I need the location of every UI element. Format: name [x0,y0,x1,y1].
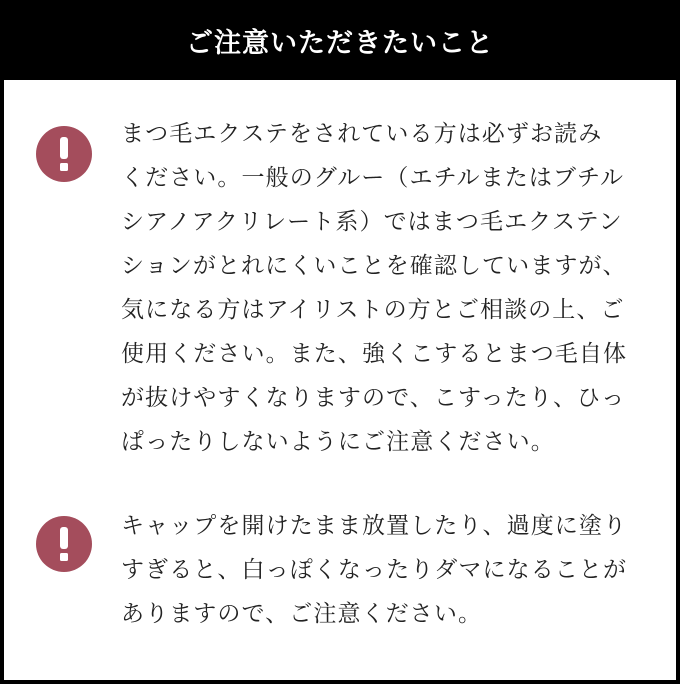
page-title: ご注意いただきたいこと [186,27,494,59]
exclamation-icon [36,516,92,572]
header-bar [0,0,680,80]
exclamation-icon [36,126,92,182]
notice-text: まつ毛エクステをされている方は必ずお読み ください。一般のグルー（エチルまたはブチル シアノアクリレート系）ではまつ毛エクステン ションがとれにくいことを確認していますが、 気になる方はアイリストの方とご相談の上、ご 使用ください。また、強くこするとまつ毛自体 が抜けやすくなりますので、こすったり、ひっ ぱったりしないようにご注意ください。 [121,121,628,455]
notice-text: キャップを開けたまま放置したり、過度に塗り すぎると、白っぽくなったりダマになることが ありますので、ご注意ください。 [121,513,628,627]
notice-panel [4,80,676,680]
